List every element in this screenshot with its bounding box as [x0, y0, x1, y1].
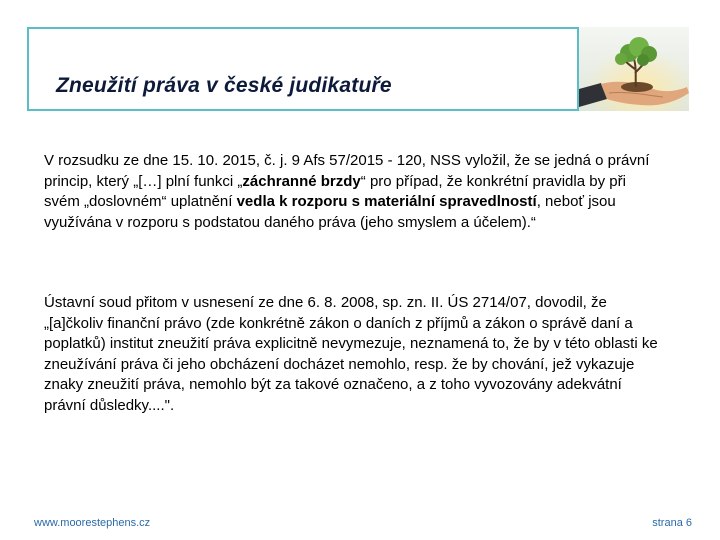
- text-run: V rozsudku ze dne 15. 10. 2015, č. j. 9 Afs 57/2015 - 120, NSS vyložil, že se jedná o právní princip, který „[…] plní funkci „: [44, 152, 650, 190]
- bold-text-run: záchranné brzdy: [242, 172, 361, 190]
- text-run: Ústavní soud přitom v usnesení ze dne 6. 8. 2008, sp. zn. II. ÚS 2714/07, dovodil, že „[a]čkoliv finanční právo (zde konkrétně zákon o daních z příjmů a zákon o správě daní a poplatků) institut zneužití práva explicitně nevymezuje, neznamená to, že by v této oblasti ke zneužívání práva či jeho obcházení docházet nemohlo, resp. že by chování, jež vykazuje znaky zneužití práva, nemohlo být za takové označeno, a z toho vyvozovány adekvátní právní důsledky....".: [44, 294, 658, 414]
- footer-website-link[interactable]: www.moorestephens.cz: [34, 517, 151, 529]
- text-run: “ pro případ, že konkrétní pravidla by při svém „doslovném“ uplatnění: [44, 172, 626, 210]
- bold-text-run: vedla k rozporu s materiální spravedlností: [236, 193, 537, 210]
- paragraph-constitutional-court: [44, 293, 664, 416]
- page-number: strana 6: [652, 517, 692, 529]
- page-title: Zneužití práva v české judikatuře: [56, 74, 392, 97]
- header-box: [27, 27, 579, 111]
- paragraph-nss-ruling: [44, 151, 664, 233]
- text-run: , neboť jsou využívána v rozporu s podstatou daného práva (jeho smyslem a účelem).“: [44, 193, 616, 231]
- hand-holding-tree-icon: [579, 27, 689, 111]
